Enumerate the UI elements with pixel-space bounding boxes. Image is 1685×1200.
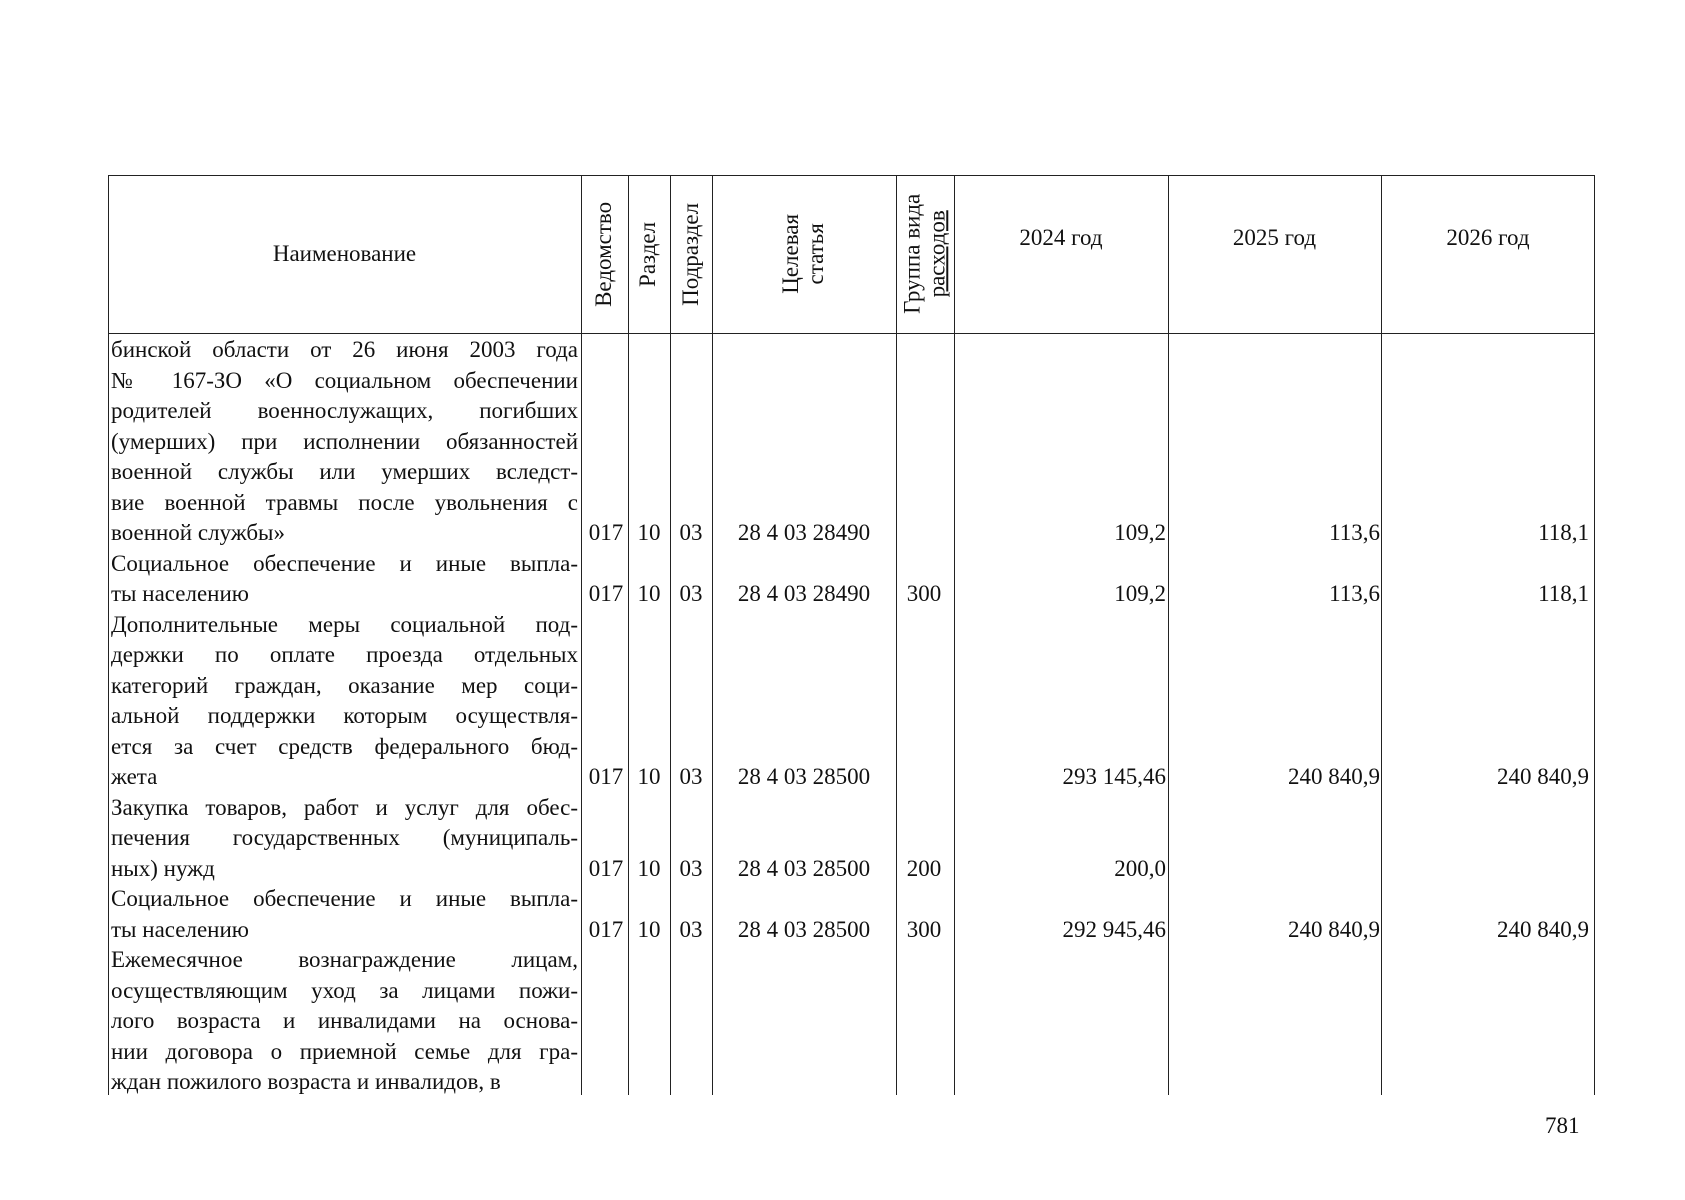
row-razdel: 10: [637, 764, 661, 789]
row-vedomstvo: 017: [588, 764, 624, 789]
row-name-line: вие военной травмы после увольнения с: [111, 489, 578, 515]
budget-table: [108, 175, 1595, 1095]
row-name-line: категорий граждан, оказание мер соци-: [111, 672, 578, 698]
row-tselevaya: 28 4 03 28500: [737, 916, 871, 942]
row-name: [111, 335, 578, 549]
row-name-line: жета: [111, 764, 158, 789]
row-name-line: ждан пожилого возраста и инвалидов, в: [111, 1069, 501, 1094]
row-tselevaya: 28 4 03 28490: [737, 520, 871, 545]
header-gruppa: [896, 175, 954, 333]
row-podrazdel: 03: [679, 520, 703, 545]
header-tselevaya-label-1: Целевая: [778, 214, 804, 294]
table-row: [108, 335, 1595, 549]
header-vedomstvo: [581, 175, 628, 333]
row-value-2024: 109,2: [1114, 520, 1166, 545]
row-value-2024: 292 945,46: [1062, 916, 1166, 942]
row-name-line: ных) нужд: [111, 855, 215, 881]
row-podrazdel: 03: [679, 916, 703, 942]
row-value-2024: 200,0: [1114, 855, 1166, 881]
row-value-2024: 293 145,46: [1062, 764, 1166, 789]
row-name-line: военной службы или умерших вследст-: [111, 459, 578, 484]
row-name: [111, 610, 578, 793]
row-value-2025: 240 840,9: [1288, 764, 1380, 789]
row-name-line: альной поддержки которым осуществля-: [111, 703, 578, 728]
header-2026-label: 2026 год: [1446, 225, 1530, 250]
row-value-2024: 109,2: [1114, 581, 1166, 606]
row-vedomstvo: 017: [588, 520, 624, 545]
row-vedomstvo: 017: [588, 855, 624, 881]
header-divider: [108, 333, 1595, 334]
header-gruppa-label-2: расходов: [924, 210, 950, 298]
row-value-2025: 113,6: [1329, 581, 1380, 606]
row-tselevaya: 28 4 03 28490: [737, 581, 871, 606]
row-name-line: бинской области от 26 июня 2003 года: [111, 337, 578, 362]
header-podrazdel: [670, 175, 712, 333]
row-name-line: № 167-ЗО «О социальном обеспечении: [111, 367, 578, 393]
table-row: [108, 793, 1595, 885]
row-name-line: Социальное обеспечение и иные выпла-: [111, 550, 578, 576]
table-row: [108, 945, 1595, 1098]
row-name: [111, 884, 578, 945]
row-vedomstvo: 017: [588, 916, 624, 942]
row-name-line: родителей военнослужащих, погибших: [111, 398, 578, 423]
row-gruppa: 300: [906, 916, 942, 942]
row-name-line: Закупка товаров, работ и услуг для обес-: [111, 794, 578, 820]
row-name: [111, 793, 578, 885]
row-razdel: 10: [637, 581, 661, 606]
row-value-2026: 240 840,9: [1497, 764, 1589, 789]
row-name-line: лого возраста и инвалидами на основа-: [111, 1008, 578, 1033]
row-vedomstvo: 017: [588, 581, 624, 606]
header-razdel: [628, 175, 670, 333]
row-podrazdel: 03: [679, 855, 703, 881]
page-number: 781: [1545, 1113, 1580, 1138]
header-podrazdel-label: Подраздел: [677, 202, 703, 306]
table-row: [108, 884, 1595, 945]
header-gruppa-label-1: Группа вида: [899, 193, 925, 315]
table-row: [108, 549, 1595, 610]
header-2025: [1168, 175, 1381, 333]
row-podrazdel: 03: [679, 764, 703, 789]
header-tselevaya: [712, 175, 896, 333]
header-name: [108, 175, 581, 333]
row-name-line: ется за счет средств федерального бюд-: [111, 733, 578, 759]
row-name-line: Социальное обеспечение и иные выпла-: [111, 886, 578, 911]
row-razdel: 10: [637, 916, 661, 942]
row-gruppa: 200: [906, 855, 942, 881]
row-value-2026: 118,1: [1538, 581, 1589, 606]
row-tselevaya: 28 4 03 28500: [737, 764, 871, 789]
row-name: [111, 945, 578, 1098]
row-value-2026: 118,1: [1538, 520, 1589, 545]
row-name-line: держки по оплате проезда отдельных: [111, 642, 578, 667]
row-name-line: Ежемесячное вознаграждение лицам,: [111, 947, 578, 972]
header-2025-label: 2025 год: [1232, 225, 1317, 250]
row-razdel: 10: [637, 520, 661, 545]
row-name: [111, 549, 578, 610]
header-2026: [1381, 175, 1595, 333]
row-name-line: (умерших) при исполнении обязанностей: [111, 428, 578, 454]
row-name-line: нии договора о приемной семье для гра-: [111, 1038, 578, 1064]
row-name-line: ты населению: [111, 916, 249, 942]
header-2024: [954, 175, 1168, 333]
row-podrazdel: 03: [679, 581, 703, 606]
row-name-line: осуществляющим уход за лицами пожи-: [111, 977, 578, 1003]
header-name-label: Наименование: [272, 241, 417, 266]
table-row: [108, 610, 1595, 793]
row-name-line: ты населению: [111, 581, 249, 606]
row-name-line: Дополнительные меры социальной под-: [111, 611, 578, 637]
row-value-2025: 240 840,9: [1288, 916, 1380, 942]
row-tselevaya: 28 4 03 28500: [737, 855, 871, 881]
row-gruppa: 300: [906, 581, 942, 606]
header-tselevaya-label-2: статья: [802, 223, 828, 285]
row-name-line: печения государственных (муниципаль-: [111, 825, 578, 850]
header-2024-label: 2024 год: [1019, 225, 1103, 250]
row-value-2025: 113,6: [1329, 520, 1380, 545]
row-value-2026: 240 840,9: [1497, 916, 1589, 942]
row-razdel: 10: [637, 855, 661, 881]
row-name-line: военной службы»: [111, 520, 285, 545]
header-vedomstvo-label: Ведомство: [591, 201, 617, 307]
header-razdel-label: Раздел: [635, 221, 661, 287]
